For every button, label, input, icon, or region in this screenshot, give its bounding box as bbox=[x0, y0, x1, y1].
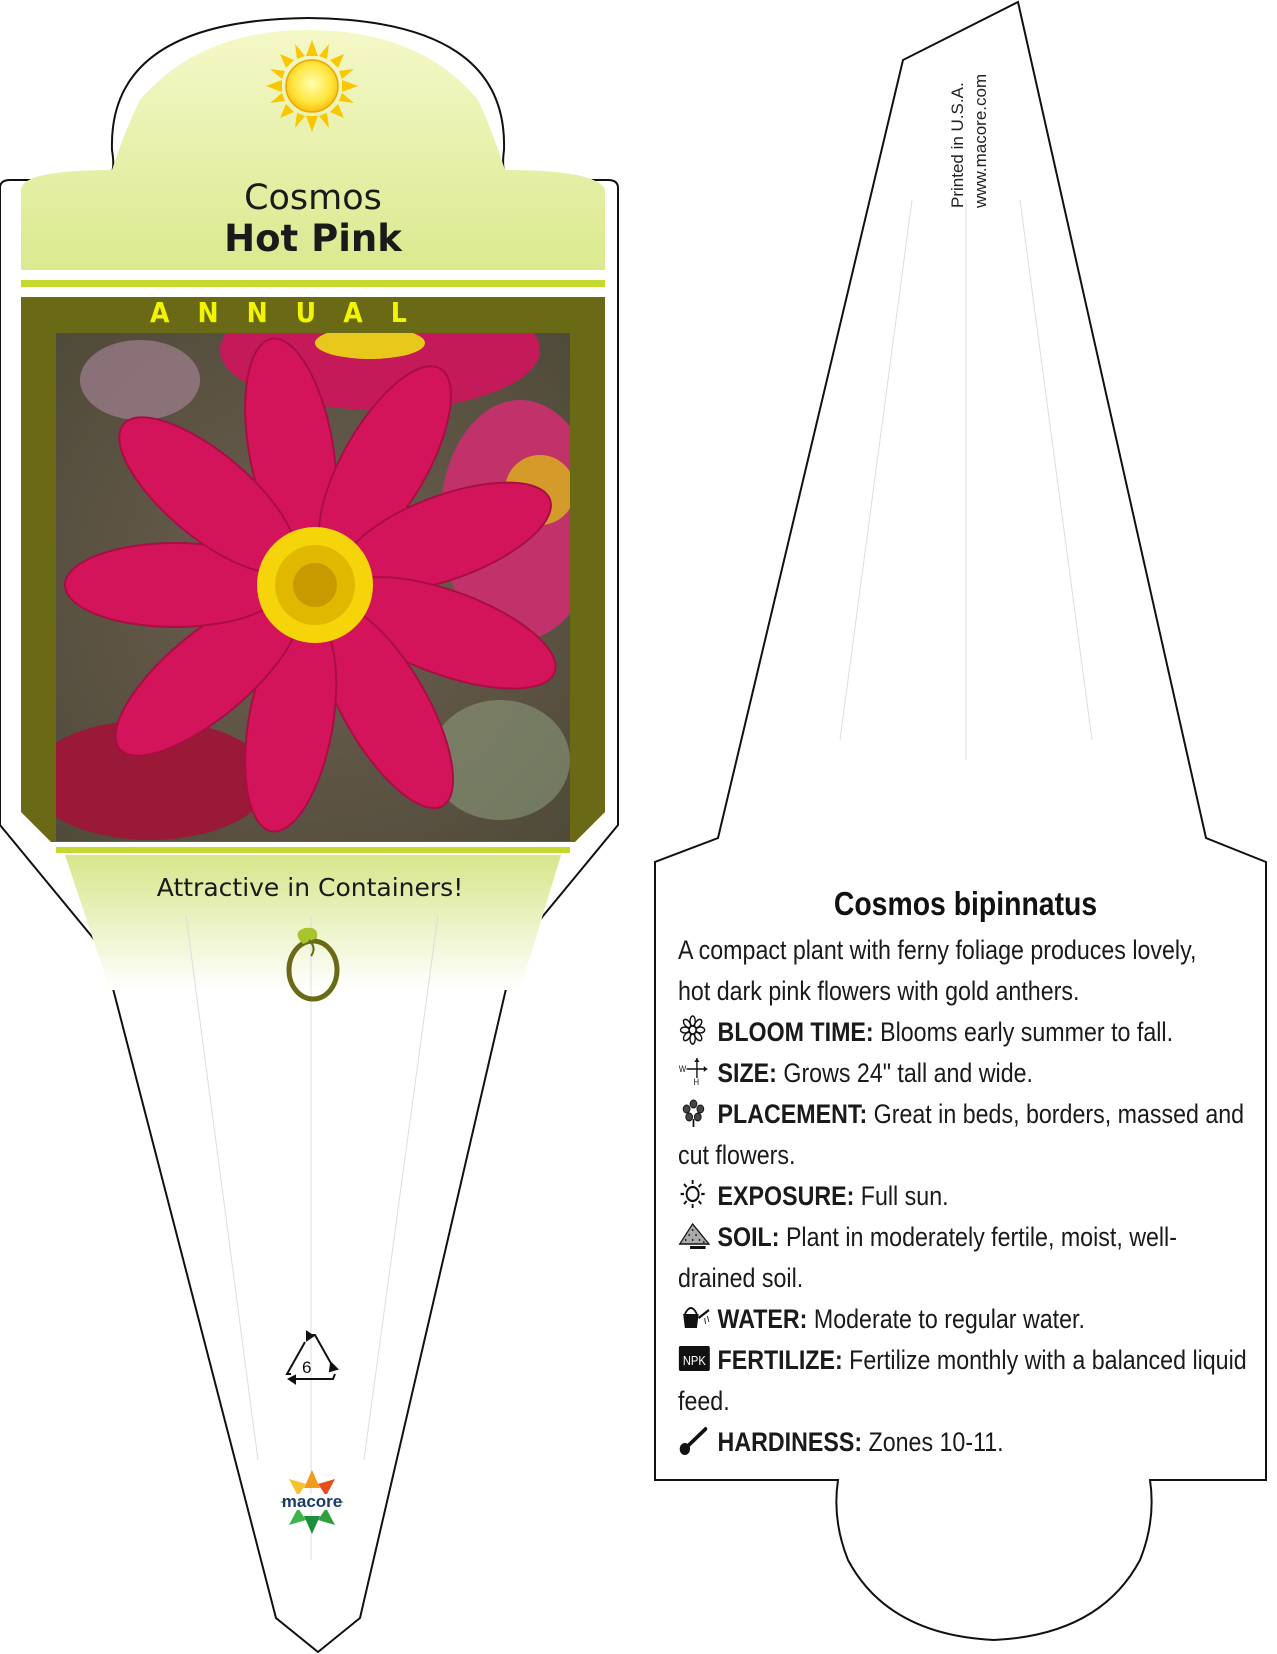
npk-icon bbox=[678, 1343, 712, 1373]
hardiness-row bbox=[678, 1422, 1254, 1463]
flower-photo bbox=[30, 290, 600, 841]
exposure-label: EXPOSURE: bbox=[717, 1181, 855, 1211]
flower-cluster-icon bbox=[678, 1097, 712, 1127]
thermometer-icon bbox=[678, 1425, 712, 1455]
fertilize-text: Fertilize monthly with a balanced liquid feed. bbox=[678, 1345, 1247, 1416]
exposure-row bbox=[678, 1176, 1254, 1217]
soil-label: SOIL: bbox=[717, 1222, 780, 1252]
water-label: WATER: bbox=[717, 1304, 808, 1334]
size-text: Grows 24" tall and wide. bbox=[783, 1058, 1033, 1088]
size-icon-w: W bbox=[678, 1063, 687, 1075]
fertilize-row bbox=[678, 1340, 1254, 1422]
category-label: ANNUAL bbox=[150, 296, 435, 329]
sun-icon bbox=[678, 1179, 712, 1209]
bloom-time-text: Blooms early summer to fall. bbox=[880, 1017, 1174, 1047]
common-name: Cosmos bbox=[244, 178, 382, 218]
variety-name: Hot Pink bbox=[224, 217, 402, 260]
printed-in: Printed in U.S.A. bbox=[948, 82, 967, 208]
size-label: SIZE: bbox=[717, 1058, 777, 1088]
hardiness-text: Zones 10-11. bbox=[868, 1427, 1004, 1457]
brand-name: macore bbox=[281, 1492, 343, 1511]
hardiness-label: HARDINESS: bbox=[717, 1427, 863, 1457]
bloom-time-label: BLOOM TIME: bbox=[717, 1017, 874, 1047]
watering-can-icon bbox=[678, 1302, 712, 1332]
botanical-name: Cosmos bipinnatus bbox=[833, 885, 1098, 922]
placement-row bbox=[678, 1094, 1254, 1176]
fertilize-label: FERTILIZE: bbox=[717, 1345, 843, 1375]
tagline: Attractive in Containers! bbox=[156, 873, 464, 902]
size-row bbox=[678, 1053, 1254, 1094]
website: www.macore.com bbox=[971, 73, 990, 208]
size-icon-h: H bbox=[693, 1076, 700, 1086]
placement-text: Great in beds, borders, massed and cut flowers. bbox=[678, 1099, 1245, 1170]
description: A compact plant with ferny foliage produces lovely, hot dark pink flowers with gold anthers. bbox=[678, 935, 1197, 1006]
npk-icon-text: NPK bbox=[682, 1353, 706, 1369]
water-text: Moderate to regular water. bbox=[813, 1304, 1085, 1334]
soil-text: Plant in moderately fertile, moist, well-drained soil. bbox=[678, 1222, 1177, 1293]
bloom-time-row bbox=[678, 1012, 1254, 1053]
recycle-code: 6 bbox=[302, 1358, 312, 1377]
size-arrows-icon bbox=[678, 1056, 712, 1086]
flower-icon bbox=[678, 1015, 712, 1045]
care-info bbox=[678, 930, 1254, 1463]
soil-pile-icon bbox=[678, 1220, 712, 1250]
water-row bbox=[678, 1299, 1254, 1340]
exposure-text: Full sun. bbox=[860, 1181, 949, 1211]
placement-label: PLACEMENT: bbox=[717, 1099, 868, 1129]
soil-row bbox=[678, 1217, 1254, 1299]
